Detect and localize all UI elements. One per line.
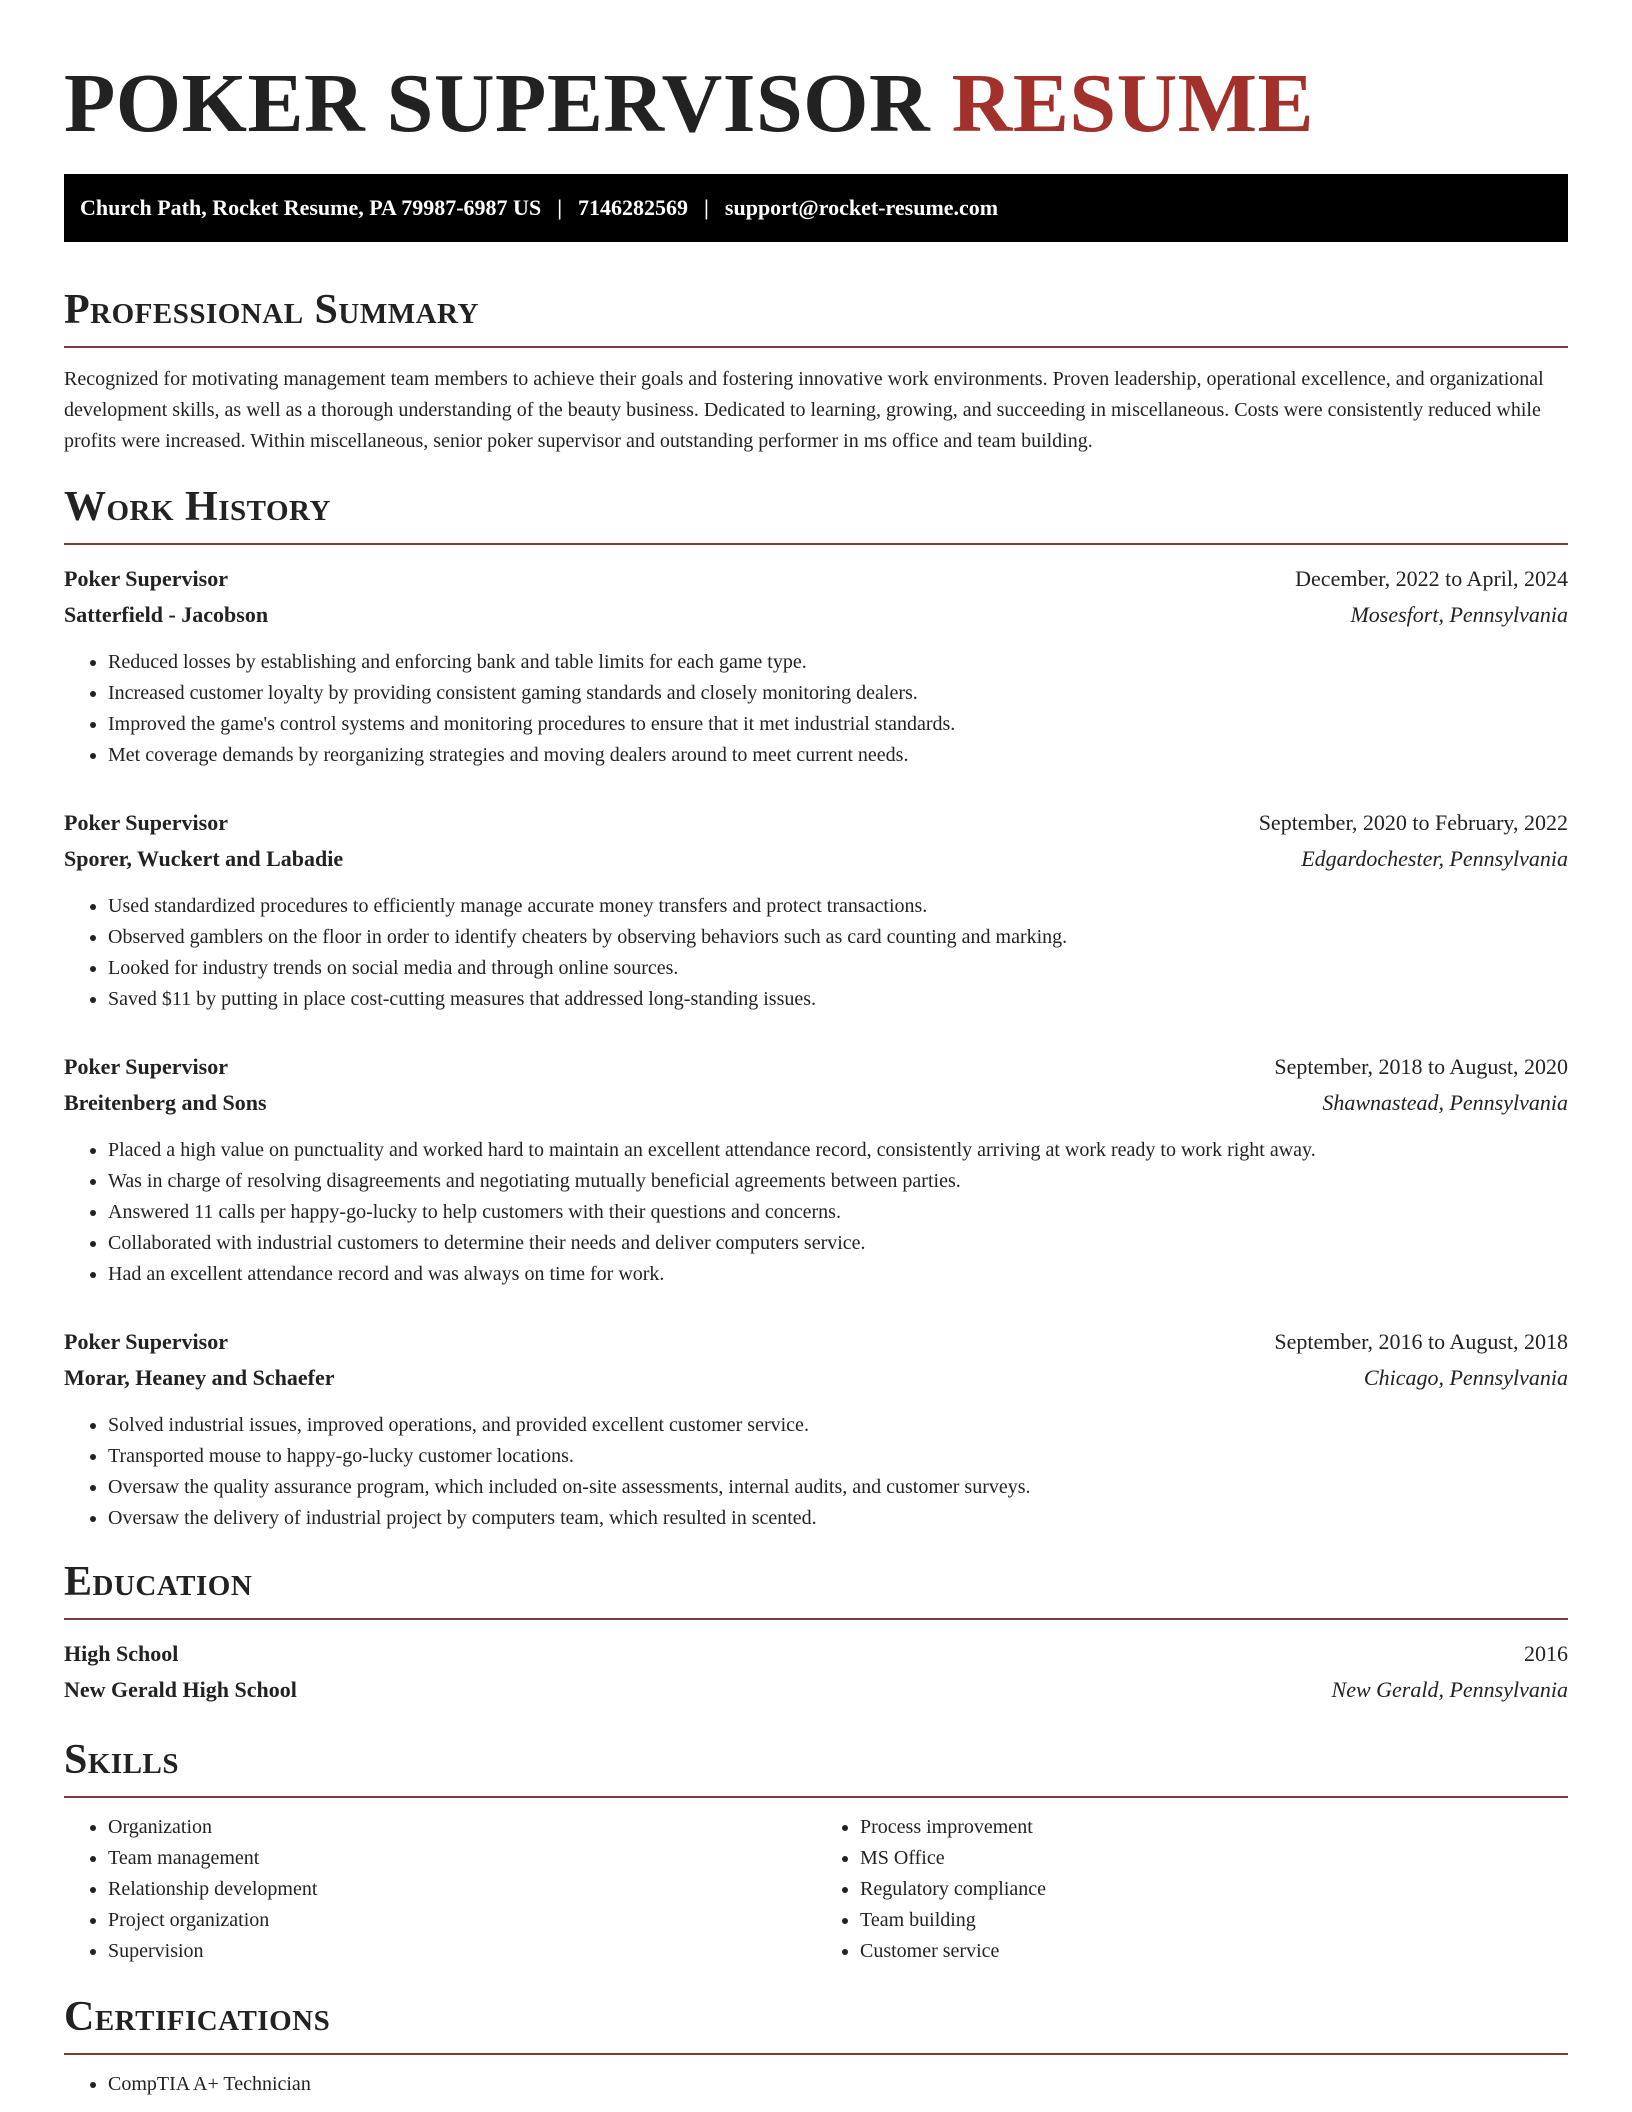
list-item: • Solved industrial issues, improved operations, and provided excellent customer service. [108, 1410, 1568, 1441]
job-title: Poker Supervisor [64, 1054, 228, 1079]
list-item: • Organization [108, 1812, 816, 1843]
summary-text: Recognized for motivating management team members to achieve their goals and fostering innovative work environments. Proven leadership, operational excellence, and organizational development skills, as well as a thorough understanding of the beauty business. Dedicated to learning, growing, and succeeding in miscellaneous. Costs were consistently reduced while profits were increased. Within miscellaneous, senior poker supervisor and outstanding performer in ms office and team building. [64, 368, 1544, 452]
skills-columns [64, 1812, 1568, 1967]
job-dates: September, 2018 to August, 2020 [1274, 1054, 1568, 1079]
education-year: 2016 [1524, 1641, 1568, 1666]
job-dates: December, 2022 to April, 2024 [1295, 566, 1568, 591]
list-item: • Relationship development [108, 1874, 816, 1905]
job-title: Poker Supervisor [64, 1329, 228, 1354]
job-bullets [64, 1135, 1568, 1290]
list-item: • Had an excellent attendance record and was always on time for work. [108, 1259, 1568, 1290]
list-item: • Reduced losses by establishing and enforcing bank and table limits for each game type. [108, 647, 1568, 678]
list-item: • Increased customer loyalty by providing consistent gaming standards and closely monitoring dealers. [108, 678, 1568, 709]
skills-list-left [64, 1812, 816, 1967]
section-heading: Certifications [64, 1994, 331, 2040]
list-item: • MS Office [860, 1843, 1568, 1874]
title-accent: RESUME [951, 57, 1315, 150]
education-entry [64, 1636, 1568, 1708]
list-item: • Process improvement [860, 1812, 1568, 1843]
list-item: • Supervision [108, 1936, 816, 1967]
education-school: New Gerald High School [64, 1677, 297, 1702]
list-item: • Answered 11 calls per happy-go-lucky to help customers with their questions and concerns. [108, 1197, 1568, 1228]
job-bullets [64, 647, 1568, 771]
list-item: • Was in charge of resolving disagreements and negotiating mutually beneficial agreements between parties. [108, 1166, 1568, 1197]
education-degree: High School [64, 1641, 179, 1666]
section-divider [64, 346, 1568, 348]
certifications-section [64, 1993, 1568, 2100]
resume-title [64, 0, 1568, 150]
job-company: Breitenberg and Sons [64, 1090, 267, 1115]
list-item: • Transported mouse to happy-go-lucky customer locations. [108, 1441, 1568, 1472]
section-heading: Work History [64, 484, 331, 530]
job-company: Satterfield - Jacobson [64, 602, 269, 627]
job-location: Mosesfort, Pennsylvania [1350, 602, 1568, 627]
section-divider [64, 2053, 1568, 2055]
section-divider [64, 1796, 1568, 1798]
job-dates: September, 2016 to August, 2018 [1274, 1329, 1568, 1354]
job-location: Edgardochester, Pennsylvania [1301, 846, 1568, 871]
list-item: • Team building [860, 1905, 1568, 1936]
section-divider [64, 543, 1568, 545]
list-item: • Collaborated with industrial customers to determine their needs and deliver computers service. [108, 1228, 1568, 1259]
list-item: • Observed gamblers on the floor in order to identify cheaters by observing behaviors such as card counting and marking. [108, 922, 1568, 953]
job-entry [64, 561, 1568, 771]
list-item: • Used standardized procedures to efficiently manage accurate money transfers and protect transactions. [108, 891, 1568, 922]
job-title: Poker Supervisor [64, 566, 228, 591]
section-divider [64, 1618, 1568, 1620]
contact-email[interactable]: support@rocket-resume.com [724, 195, 999, 220]
contact-bar [64, 174, 1568, 242]
contact-separator: | [557, 195, 563, 220]
job-entry [64, 805, 1568, 1015]
list-item: • Met coverage demands by reorganizing strategies and moving dealers around to meet current needs. [108, 740, 1568, 771]
job-bullets [64, 1410, 1568, 1534]
contact-separator: | [704, 195, 709, 220]
education-location: New Gerald, Pennsylvania [1331, 1677, 1568, 1702]
section-heading: Education [64, 1559, 253, 1605]
title-main: POKER SUPERVISOR [64, 57, 931, 150]
list-item: • CompTIA A+ Technician [108, 2069, 1568, 2100]
job-entry [64, 1049, 1568, 1290]
job-company: Sporer, Wuckert and Labadie [64, 846, 344, 871]
list-item: • Saved $11 by putting in place cost-cutting measures that addressed long-standing issues. [108, 984, 1568, 1015]
certifications-list [64, 2069, 1568, 2100]
list-item: • Customer service [860, 1936, 1568, 1967]
section-heading: Skills [64, 1737, 180, 1783]
list-item: • Placed a high value on punctuality and worked hard to maintain an excellent attendance record, consistently arriving at work ready to work right away. [108, 1135, 1568, 1166]
list-item: • Project organization [108, 1905, 816, 1936]
job-location: Chicago, Pennsylvania [1363, 1365, 1568, 1390]
skills-list-right [816, 1812, 1568, 1967]
list-item: • Looked for industry trends on social media and through online sources. [108, 953, 1568, 984]
list-item: • Team management [108, 1843, 816, 1874]
skills-section [64, 1736, 1568, 1967]
list-item: • Oversaw the quality assurance program, which included on-site assessments, internal audits, and customer surveys. [108, 1472, 1568, 1503]
job-entry [64, 1324, 1568, 1534]
education-section [64, 1558, 1568, 1708]
contact-phone[interactable]: 7146282569 [578, 195, 689, 220]
work-history-section [64, 483, 1568, 1534]
job-company: Morar, Heaney and Schaefer [64, 1365, 335, 1390]
section-heading: Professional Summary [64, 287, 479, 333]
list-item: • Oversaw the delivery of industrial project by computers team, which resulted in scented. [108, 1503, 1568, 1534]
list-item: • Improved the game's control systems and monitoring procedures to ensure that it met industrial standards. [108, 709, 1568, 740]
summary-section [64, 286, 1568, 457]
list-item: • Regulatory compliance [860, 1874, 1568, 1905]
contact-address: Church Path, Rocket Resume, PA 79987-6987 US [80, 195, 542, 220]
job-dates: September, 2020 to February, 2022 [1258, 810, 1568, 835]
job-location: Shawnastead, Pennsylvania [1322, 1090, 1568, 1115]
job-title: Poker Supervisor [64, 810, 228, 835]
job-bullets [64, 891, 1568, 1015]
